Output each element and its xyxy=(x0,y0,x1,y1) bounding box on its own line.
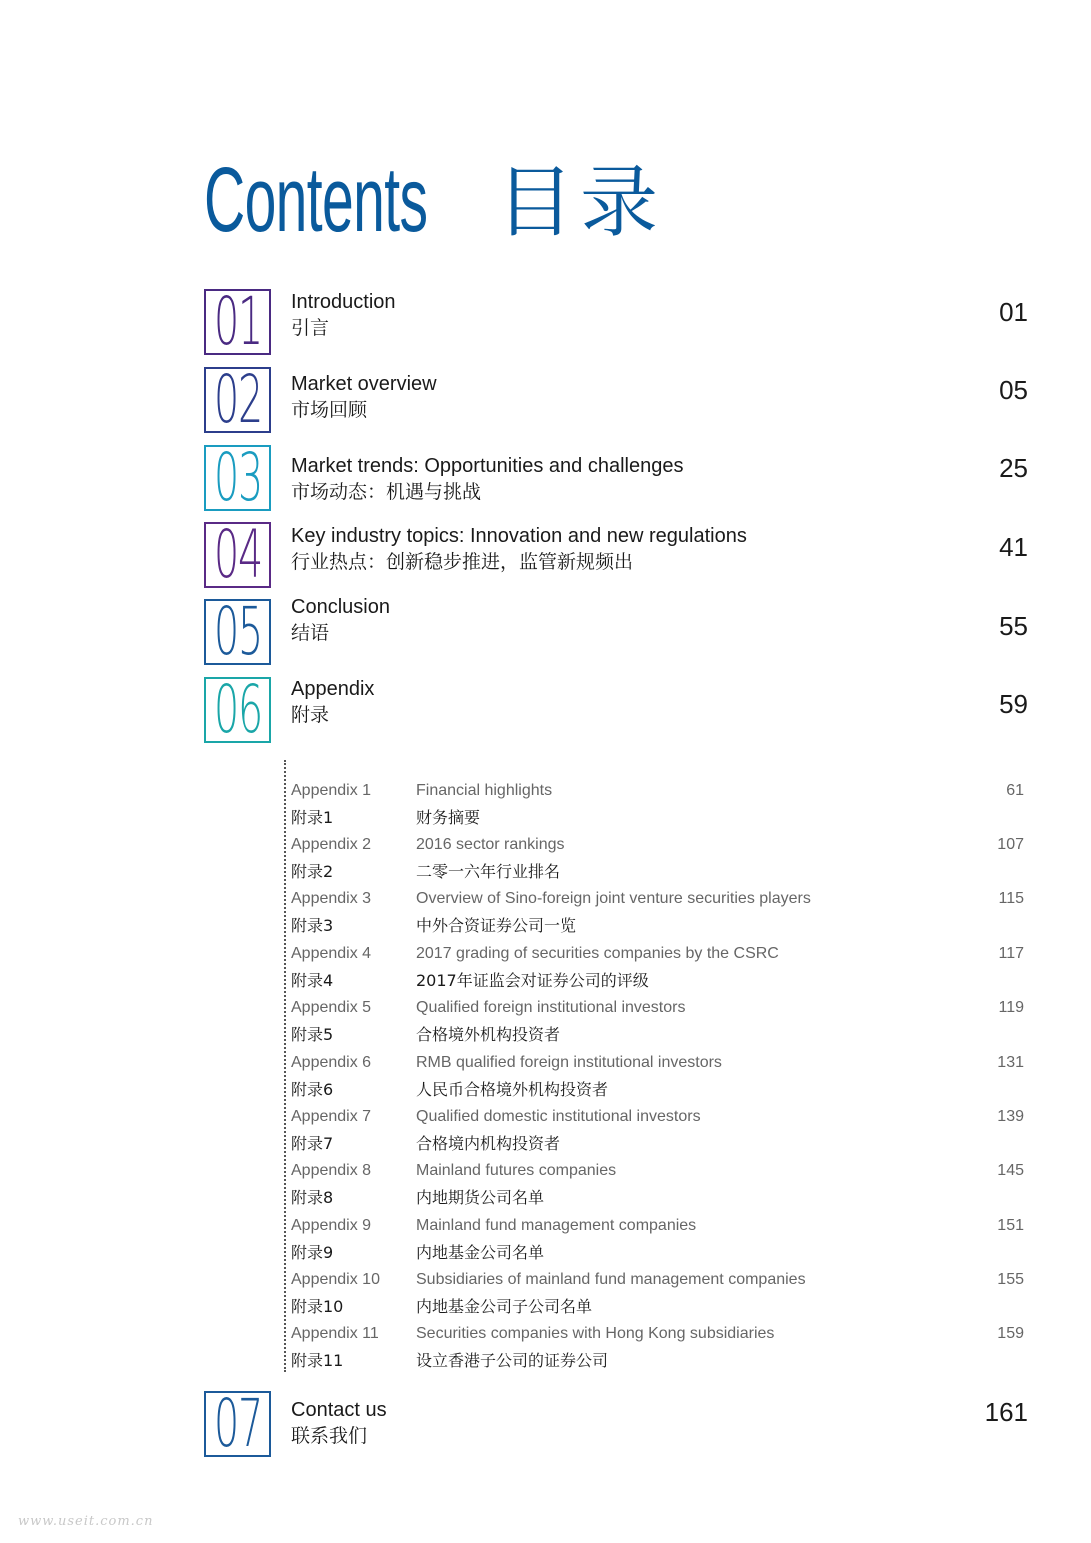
section-page: 01 xyxy=(999,297,1028,327)
appendix-title-zh: 财务摘要 xyxy=(416,808,481,827)
section-number-box xyxy=(204,289,271,355)
section-title: Conclusion xyxy=(291,596,390,618)
appendix-label-zh: 附录11 xyxy=(291,1351,344,1370)
section-page: 59 xyxy=(999,689,1028,719)
appendix-title: Overview of Sino-foreign joint venture securities players xyxy=(416,890,811,907)
appendix-label-zh: 附录4 xyxy=(291,971,334,990)
section-title: Market trends: Opportunities and challenges xyxy=(291,455,684,477)
appendix-row[interactable] xyxy=(0,941,1091,995)
section-title-zh: 引言 xyxy=(291,317,330,339)
appendix-page: 115 xyxy=(998,890,1024,907)
section-number: 06 xyxy=(213,677,262,743)
section-number: 02 xyxy=(213,367,262,433)
section-number-box xyxy=(204,599,271,665)
section-title: Introduction xyxy=(291,291,396,313)
appendix-title: 2016 sector rankings xyxy=(416,836,565,853)
appendix-title-zh: 内地基金公司子公司名单 xyxy=(416,1297,593,1316)
appendix-label-zh: 附录7 xyxy=(291,1134,334,1153)
toc-section-market-trends[interactable] xyxy=(0,445,1091,515)
appendix-title: Qualified foreign institutional investors xyxy=(416,999,686,1016)
appendix-label-zh: 附录2 xyxy=(291,862,334,881)
appendix-label: Appendix 6 xyxy=(291,1054,372,1071)
appendix-title-zh: 人民币合格境外机构投资者 xyxy=(416,1080,609,1099)
appendix-page: 117 xyxy=(998,945,1024,962)
appendix-page: 145 xyxy=(997,1162,1024,1179)
appendix-label-zh: 附录9 xyxy=(291,1243,334,1262)
appendix-title: Subsidiaries of mainland fund management companies xyxy=(416,1271,806,1288)
section-page: 05 xyxy=(999,375,1028,405)
appendix-page: 107 xyxy=(997,836,1024,853)
appendix-page: 151 xyxy=(997,1217,1024,1234)
toc-section-key-industry-topics[interactable] xyxy=(0,522,1091,592)
toc-section-contact[interactable] xyxy=(0,1391,1091,1461)
section-number-box xyxy=(204,522,271,588)
appendix-row[interactable] xyxy=(0,832,1091,886)
appendix-label: Appendix 8 xyxy=(291,1162,372,1179)
section-number-box xyxy=(204,677,271,743)
section-number-box xyxy=(204,1391,271,1457)
appendix-row[interactable] xyxy=(0,1213,1091,1267)
appendix-row[interactable] xyxy=(0,995,1091,1049)
section-page: 161 xyxy=(984,1397,1028,1427)
page-title: Contents xyxy=(204,149,428,251)
appendix-page: 155 xyxy=(997,1271,1024,1288)
appendix-title-zh: 2017年证监会对证券公司的评级 xyxy=(416,971,649,990)
appendix-label-zh: 附录10 xyxy=(291,1297,344,1316)
appendix-row[interactable] xyxy=(0,1104,1091,1158)
appendix-page: 61 xyxy=(1006,782,1024,799)
appendix-page: 159 xyxy=(997,1325,1024,1342)
appendix-title-zh: 二零一六年行业排名 xyxy=(416,862,561,881)
section-title-zh: 行业热点：创新稳步推进，监管新规频出 xyxy=(291,551,634,573)
section-title-zh: 市场回顾 xyxy=(291,399,368,421)
appendix-label: Appendix 2 xyxy=(291,836,372,853)
section-title: Contact us xyxy=(291,1399,387,1421)
appendix-label-zh: 附录8 xyxy=(291,1188,334,1207)
section-number: 07 xyxy=(213,1391,262,1457)
appendix-title: Mainland fund management companies xyxy=(416,1217,697,1234)
section-number: 05 xyxy=(213,599,262,665)
section-title: Appendix xyxy=(291,678,375,700)
appendix-page: 139 xyxy=(997,1108,1024,1125)
appendix-title-zh: 内地期货公司名单 xyxy=(416,1188,545,1207)
appendix-title: Qualified domestic institutional investors xyxy=(416,1108,701,1125)
appendix-label-zh: 附录3 xyxy=(291,916,334,935)
appendix-row[interactable] xyxy=(0,886,1091,940)
section-page: 41 xyxy=(999,532,1028,562)
appendix-label-zh: 附录1 xyxy=(291,808,334,827)
appendix-title-zh: 设立香港子公司的证券公司 xyxy=(416,1351,609,1370)
appendix-page: 119 xyxy=(998,999,1024,1016)
section-number: 03 xyxy=(213,445,262,511)
appendix-page: 131 xyxy=(997,1054,1024,1071)
page-title-zh: 目录 xyxy=(496,158,665,248)
section-title-zh: 结语 xyxy=(291,622,330,644)
section-number-box xyxy=(204,445,271,511)
appendix-title-zh: 合格境外机构投资者 xyxy=(416,1025,561,1044)
appendix-title: Securities companies with Hong Kong subsidiaries xyxy=(416,1325,775,1342)
section-title: Market overview xyxy=(291,373,437,395)
appendix-label: Appendix 11 xyxy=(291,1325,379,1342)
section-title: Key industry topics: Innovation and new regulations xyxy=(291,525,747,547)
appendix-label-zh: 附录5 xyxy=(291,1025,334,1044)
appendix-title: Mainland futures companies xyxy=(416,1162,617,1179)
appendix-title: Financial highlights xyxy=(416,782,553,799)
toc-section-market-overview[interactable] xyxy=(0,367,1091,437)
appendix-label: Appendix 10 xyxy=(291,1271,380,1288)
section-title-zh: 附录 xyxy=(291,704,330,726)
section-number: 04 xyxy=(213,522,262,588)
section-title-zh: 市场动态：机遇与挑战 xyxy=(291,481,482,503)
watermark: www.useit.com.cn xyxy=(18,1514,154,1529)
appendix-label: Appendix 1 xyxy=(291,782,372,799)
section-title-zh: 联系我们 xyxy=(291,1425,368,1447)
section-page: 55 xyxy=(999,611,1028,641)
appendix-row[interactable] xyxy=(0,1050,1091,1104)
toc-section-appendix[interactable] xyxy=(0,677,1091,747)
section-number-box xyxy=(204,367,271,433)
appendix-title: RMB qualified foreign institutional investors xyxy=(416,1054,722,1071)
section-page: 25 xyxy=(999,453,1028,483)
appendix-label: Appendix 9 xyxy=(291,1217,372,1234)
appendix-label-zh: 附录6 xyxy=(291,1080,334,1099)
appendix-label: Appendix 7 xyxy=(291,1108,372,1125)
appendix-row[interactable] xyxy=(0,1158,1091,1212)
appendix-row[interactable] xyxy=(0,1267,1091,1321)
toc-section-conclusion[interactable] xyxy=(0,596,1091,669)
toc-section-introduction[interactable] xyxy=(0,289,1091,359)
appendix-row[interactable] xyxy=(0,778,1091,832)
appendix-label: Appendix 3 xyxy=(291,890,372,907)
appendix-label: Appendix 4 xyxy=(291,945,372,962)
appendix-label: Appendix 5 xyxy=(291,999,372,1016)
appendix-title-zh: 中外合资证券公司一览 xyxy=(416,916,577,935)
appendix-title-zh: 合格境内机构投资者 xyxy=(416,1134,561,1153)
appendix-title-zh: 内地基金公司名单 xyxy=(416,1243,545,1262)
appendix-title: 2017 grading of securities companies by the CSRC xyxy=(416,945,779,962)
appendix-row[interactable] xyxy=(0,1321,1091,1375)
section-number: 01 xyxy=(213,289,262,355)
